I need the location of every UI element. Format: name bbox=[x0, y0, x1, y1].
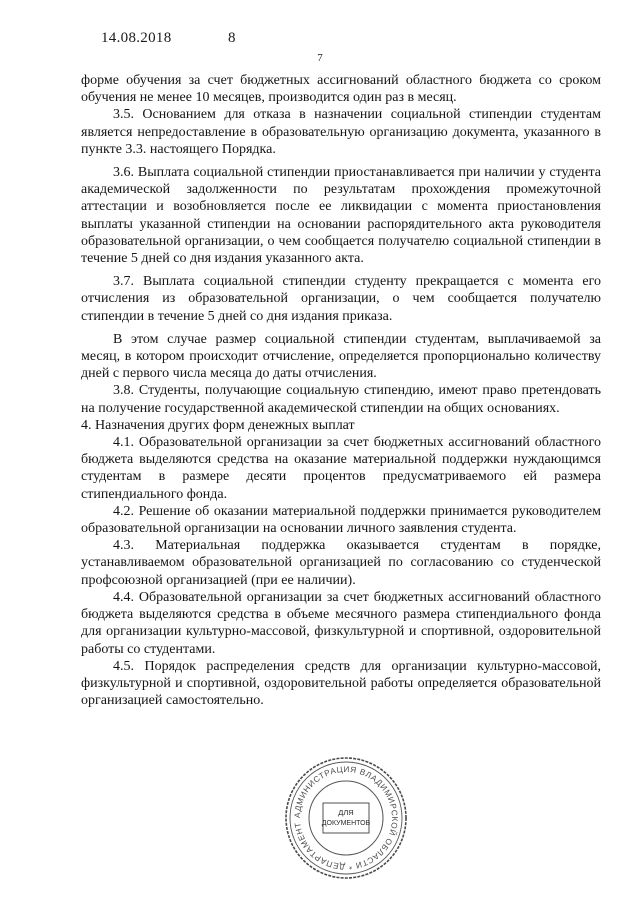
paragraph-4-2: 4.2. Решение об оказании материальной поддержки принимается руководителем образовательной организации на основании личного заявления студента. bbox=[81, 503, 601, 537]
fax-header-page: 8 bbox=[228, 30, 236, 46]
section-4-title: 4. Назначения других форм денежных выплат bbox=[81, 417, 355, 433]
paragraph-3-5: 3.5. Основанием для отказа в назначении социальной стипендии студентам является непредоставление в образовательную организацию документа, указанного в пункте 3.3. настоящего Порядка. bbox=[81, 107, 601, 157]
svg-text:ДЛЯ: ДЛЯ bbox=[338, 808, 354, 817]
paragraph-continuation: форме обучения за счет бюджетных ассигнований областного бюджета со сроком обучения не менее 10 месяцев, производится один раз в месяц. bbox=[81, 73, 601, 106]
paragraph-3-6: 3.6. Выплата социальной стипендии приостанавливается при наличии у студента академической задолженности по результатам прохождения промежуточной аттестации и возобновляется после ее ликвидации с момента приостановления выплаты указанной стипендии на основании распорядительного акта руководителя образовательной организации, о чем сообщается получателю социальной стипендии в течение 5 дней со дня издания указанного акта. bbox=[81, 165, 601, 267]
svg-text:ДОКУМЕНТОВ: ДОКУМЕНТОВ bbox=[321, 820, 371, 827]
paragraph-4-4: 4.4. Образовательной организации за счет бюджетных ассигнований областного бюджета выделяются средства в объеме месячного размера стипендиального фонда для организации культурно-массовой, физкультурной и спортивной, оздоровительной работы со студентами. bbox=[81, 589, 601, 657]
paragraph-4-1: 4.1. Образовательной организации за счет бюджетных ассигнований областного бюджета выделяются средства на оказание материальной поддержки нуждающимся студентам в размере десяти процентов предусматриваемого ей размера стипендиального фонда. bbox=[81, 435, 601, 502]
seal-icon bbox=[283, 755, 409, 881]
paragraph-3-7: 3.7. Выплата социальной стипендии студенту прекращается с момента его отчисления из образовательной организации, о чем сообщается получателю стипендии в течение 5 дней со дня издания приказа. bbox=[81, 274, 601, 324]
official-seal-stamp bbox=[283, 755, 409, 881]
fax-header-date: 14.08.2018 bbox=[101, 30, 172, 46]
paragraph-4-5: 4.5. Порядок распределения средств для организации культурно-массовой, физкультурной и спортивной, оздоровительной работы определяется образовательной организацией самостоятельно. bbox=[81, 658, 601, 709]
paragraph-3-8: 3.8. Студенты, получающие социальную стипендию, имеют право претендовать на получение государственной академической стипендии на общих основаниях. bbox=[81, 383, 601, 416]
seal-ring-text: АДМИНИСТРАЦИЯ ВЛАДИМИРСКОЙ ОБЛАСТИ * ДЕПАРТАМЕНТ bbox=[292, 764, 400, 872]
document-body bbox=[81, 72, 601, 709]
paragraph-3-7-b: В этом случае размер социальной стипендии студентам, выплачиваемой за месяц, в котором происходит отчисление, определяется пропорционально количеству дней с первого числа месяца до даты отчисления. bbox=[81, 331, 601, 382]
page-number: 7 bbox=[317, 52, 323, 64]
paragraph-4-3: 4.3. Материальная поддержка оказывается студентам в порядке, устанавливаемом образовательной организацией по согласованию со студенческой профсоюзной организацией (при ее наличии). bbox=[81, 538, 601, 588]
